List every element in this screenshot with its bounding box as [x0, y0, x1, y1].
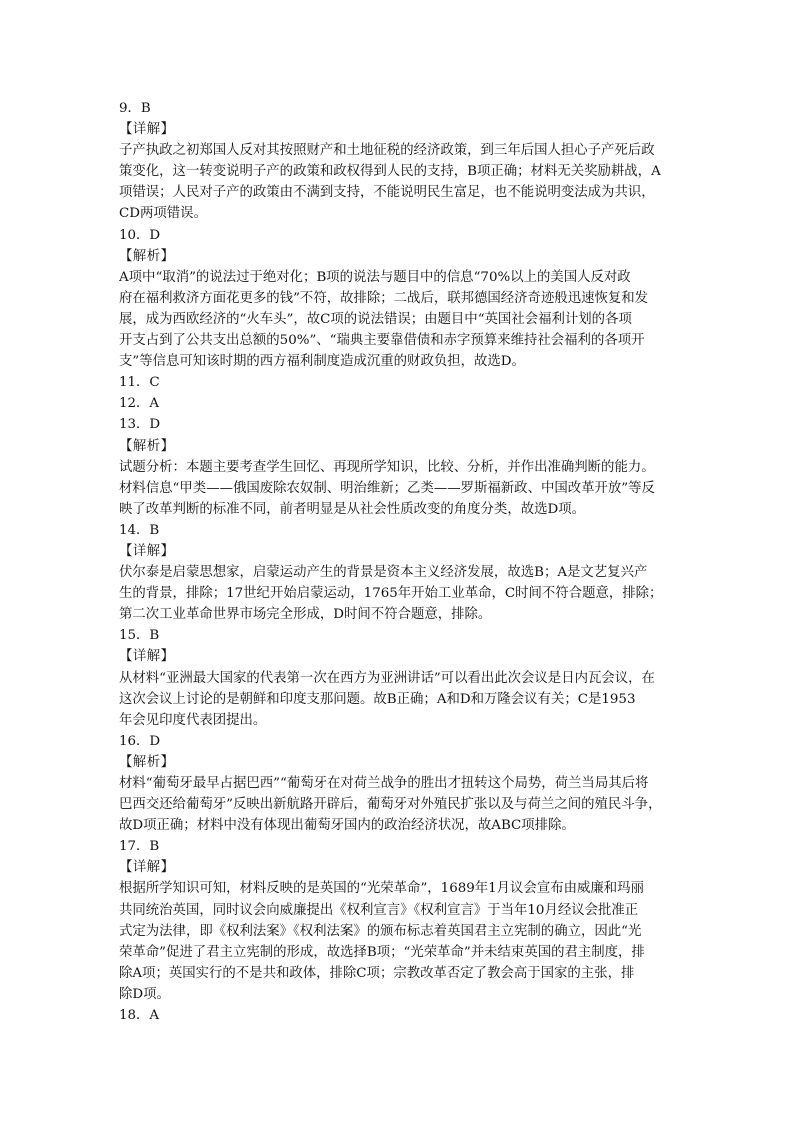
answer-line: 11．C: [119, 375, 160, 391]
explanation-line: 除D项。: [119, 986, 170, 1002]
explanation-paragraph: [119, 668, 681, 731]
answer-line: 9．B: [119, 101, 151, 116]
explanation-line: 项错误；人民对子产的政策由不满到支持，不能说明民生富足，也不能说明变法成为共识，: [119, 185, 655, 201]
explanation-line: 伏尔泰是启蒙思想家，启蒙运动产生的背景是资本主义经济发展，故选B；A是文艺复兴产: [119, 565, 648, 581]
explanation-line: 荣革命”促进了君主立宪制的形成，故选择B项；“光荣革命”并未结束英国的君主制度，排: [119, 944, 645, 960]
explanation-line: 这次会议上讨论的是朝鲜和印度支那问题。故B正确；A和D和万隆会议有关；C是1953: [119, 691, 636, 707]
section-tag: 【详解】: [119, 649, 175, 665]
explanation-paragraph: [119, 457, 681, 520]
explanation-line: 共同统治英国，同时议会向威廉提出《权利宣言》《权利宣言》于当年10月经议会批准正: [119, 902, 639, 918]
explanation-line: 根据所学知识可知，材料反映的是英国的“光荣革命”，1689年1月议会宣布由威廉和玛丽: [119, 881, 644, 897]
section-tag: 【详解】: [119, 122, 175, 138]
explanation-line: 生的背景，排除；17世纪开始启蒙运动，1765年开始工业革命，C时间不符合题意，排除；: [119, 586, 663, 602]
question-block: [119, 372, 681, 393]
answer-line: 17．B: [119, 839, 160, 855]
explanation-line: 府在福利救济方面花更多的钱”不符，故排除；二战后，联邦德国经济奇迹般迅速恢复和发: [119, 290, 649, 306]
answer-line: 12．A: [119, 396, 160, 412]
explanation-line: 策变化，这一转变说明子产的政策和政权得到人民的支持，B项正确；材料无关奖励耕战，A: [119, 164, 661, 180]
question-block: [119, 414, 681, 519]
answer-line: 18．A: [119, 1008, 160, 1024]
question-block: [119, 731, 681, 836]
question-block: [119, 225, 681, 373]
section-tag: 【详解】: [119, 543, 175, 559]
answer-line: 16．D: [119, 733, 161, 749]
explanation-line: 材料“葡萄牙最早占据巴西”“葡萄牙在对荷兰战争的胜出才扭转这个局势，荷兰当局其后将: [119, 776, 649, 791]
explanation-line: 映了改革判断的标准不同，前者明显是从社会性质改变的角度分类，故选D项。: [119, 501, 586, 517]
explanation-paragraph: [119, 773, 681, 836]
explanation-line: 材料信息“甲类——俄国废除农奴制、明治维新；乙类——罗斯福新政、中国改革开放”等反: [119, 480, 655, 496]
question-block: [119, 836, 681, 1005]
explanation-line: 巴西交还给葡萄牙”反映出新航路开辟后，葡萄牙对外殖民扩张以及与荷兰之间的殖民斗争，: [119, 797, 662, 813]
answer-line: 15．B: [119, 628, 160, 644]
answer-line: 13．D: [119, 417, 161, 433]
explanation-paragraph: [119, 878, 681, 1005]
explanation-paragraph: [119, 562, 681, 625]
explanation-paragraph: [119, 140, 681, 224]
explanation-line: 从材料“亚洲最大国家的代表第一次在西方为亚洲讲话”可以看出此次会议是日内瓦会议，在: [119, 670, 655, 686]
question-block: [119, 1005, 681, 1026]
explanation-line: 故D项正确；材料中没有体现出葡萄牙国内的政治经济状况，故ABC项排除。: [119, 818, 575, 834]
explanation-line: 第二次工业革命世界市场完全形成，D时间不符合题意，排除。: [119, 607, 492, 623]
section-tag: 【解析】: [119, 754, 175, 770]
question-block: [119, 520, 681, 625]
explanation-line: 除A项；英国实行的不是共和政体，排除C项；宗教改革否定了教会高于国家的主张，排: [119, 965, 635, 981]
explanation-line: 展，成为西欧经济的“火车头”，故C项的说法错误；由题目中“英国社会福利计划的各项: [119, 311, 632, 327]
explanation-line: 支”等信息可知该时期的西方福利制度造成沉重的财政负担，故选D。: [119, 354, 525, 370]
explanation-line: 年会见印度代表团提出。: [119, 712, 267, 728]
answer-explanations: [119, 98, 681, 1026]
explanation-line: 试题分析：本题主要考查学生回忆、再现所学知识，比较、分析，并作出准确判断的能力。: [119, 459, 655, 475]
section-tag: 【解析】: [119, 438, 175, 454]
question-block: [119, 98, 681, 225]
explanation-paragraph: [119, 267, 681, 372]
explanation-line: 式定为法律，即《权利法案》《权利法案》的颁布标志着英国君主立宪制的确立，因此“光: [119, 923, 642, 939]
answer-line: 14．B: [119, 522, 160, 538]
answer-line: 10．D: [119, 227, 161, 243]
explanation-line: CD两项错误。: [119, 206, 207, 222]
explanation-line: 开支占到了公共支出总额的50%”、“瑞典主要靠借债和赤字预算来维持社会福利的各项开: [119, 333, 645, 349]
question-block: [119, 625, 681, 730]
explanation-line: A项中“取消”的说法过于绝对化；B项的说法与题目中的信息“70%以上的美国人反对政: [119, 269, 631, 285]
section-tag: 【详解】: [119, 860, 175, 876]
explanation-line: 子产执政之初郑国人反对其按照财产和土地征税的经济政策，到三年后国人担心子产死后政: [119, 143, 655, 159]
question-block: [119, 393, 681, 414]
section-tag: 【解析】: [119, 248, 175, 264]
